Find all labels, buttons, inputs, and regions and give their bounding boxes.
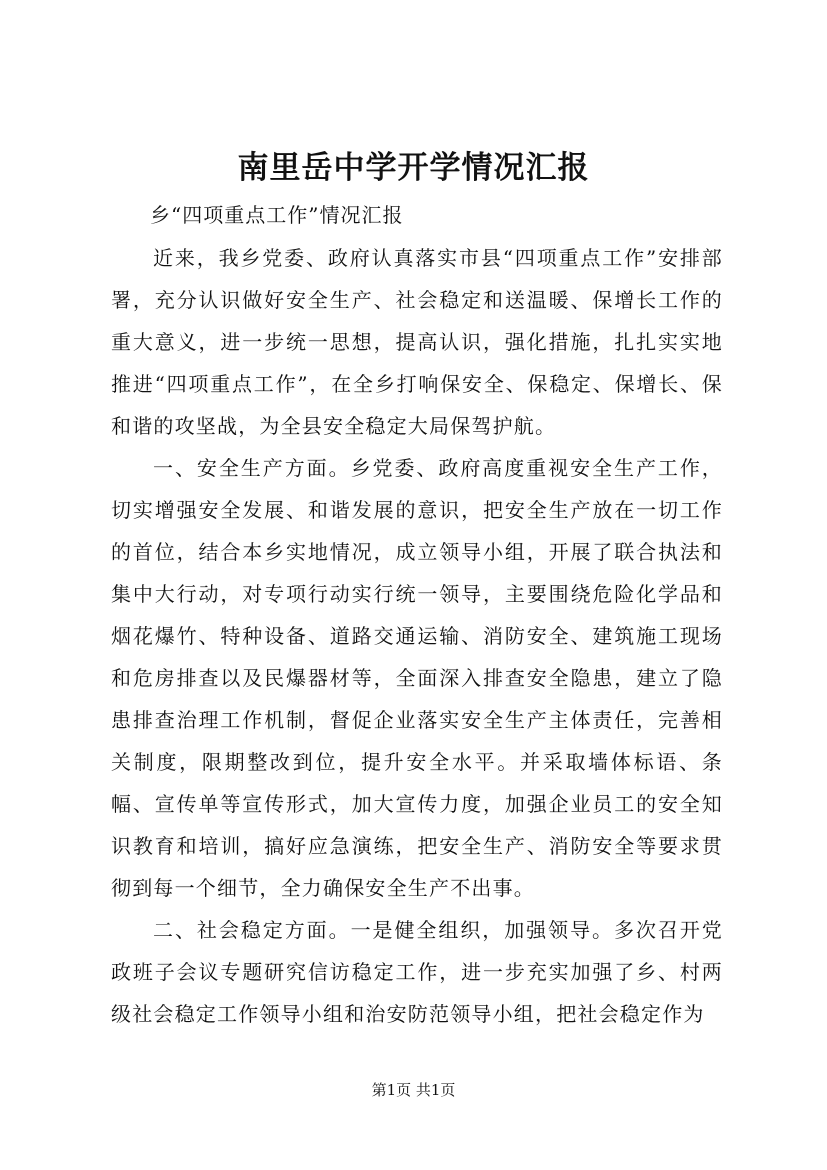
document-body bbox=[111, 237, 723, 1035]
page-footer: 第1页 共1页 bbox=[371, 1081, 456, 1099]
document-title: 南里岳中学开学情况汇报 bbox=[237, 150, 590, 186]
document-subtitle: 乡“四项重点工作”情况汇报 bbox=[150, 203, 404, 227]
paragraph-social-stability: 二、社会稳定方面。一是健全组织，加强领导。多次召开党政班子会议专题研究信访稳定工作，进一步充实加强了乡、村两级社会稳定工作领导小组和治安防范领导小组，把社会稳定作为 bbox=[111, 918, 723, 1026]
paragraph-intro: 近来，我乡党委、政府认真落实市县“四项重点工作”安排部署，充分认识做好安全生产、社会稳定和送温暖、保增长工作的重大意义，进一步统一思想，提高认识，强化措施，扎扎实实地推进“四项重点工作”，在全乡打响保安全、保稳定、保增长、保和谐的攻坚战，为全县安全稳定大局保驾护航。 bbox=[111, 246, 723, 438]
paragraph-safety-production: 一、安全生产方面。乡党委、政府高度重视安全生产工作，切实增强安全发展、和谐发展的意识，把安全生产放在一切工作的首位，结合本乡实地情况，成立领导小组，开展了联合执法和集中大行动，对专项行动实行统一领导，主要围绕危险化学品和烟花爆竹、特种设备、道路交通运输、消防安全、建筑施工现场和危房排查以及民爆器材等，全面深入排查安全隐患，建立了隐患排查治理工作机制，督促企业落实安全生产主体责任，完善相关制度，限期整改到位，提升安全水平。并采取墙体标语、条幅、宣传单等宣传形式，加大宣传力度，加强企业员工的安全知识教育和培训，搞好应急演练，把安全生产、消防安全等要求贯彻到每一个细节，全力确保安全生产不出事。 bbox=[111, 456, 723, 900]
